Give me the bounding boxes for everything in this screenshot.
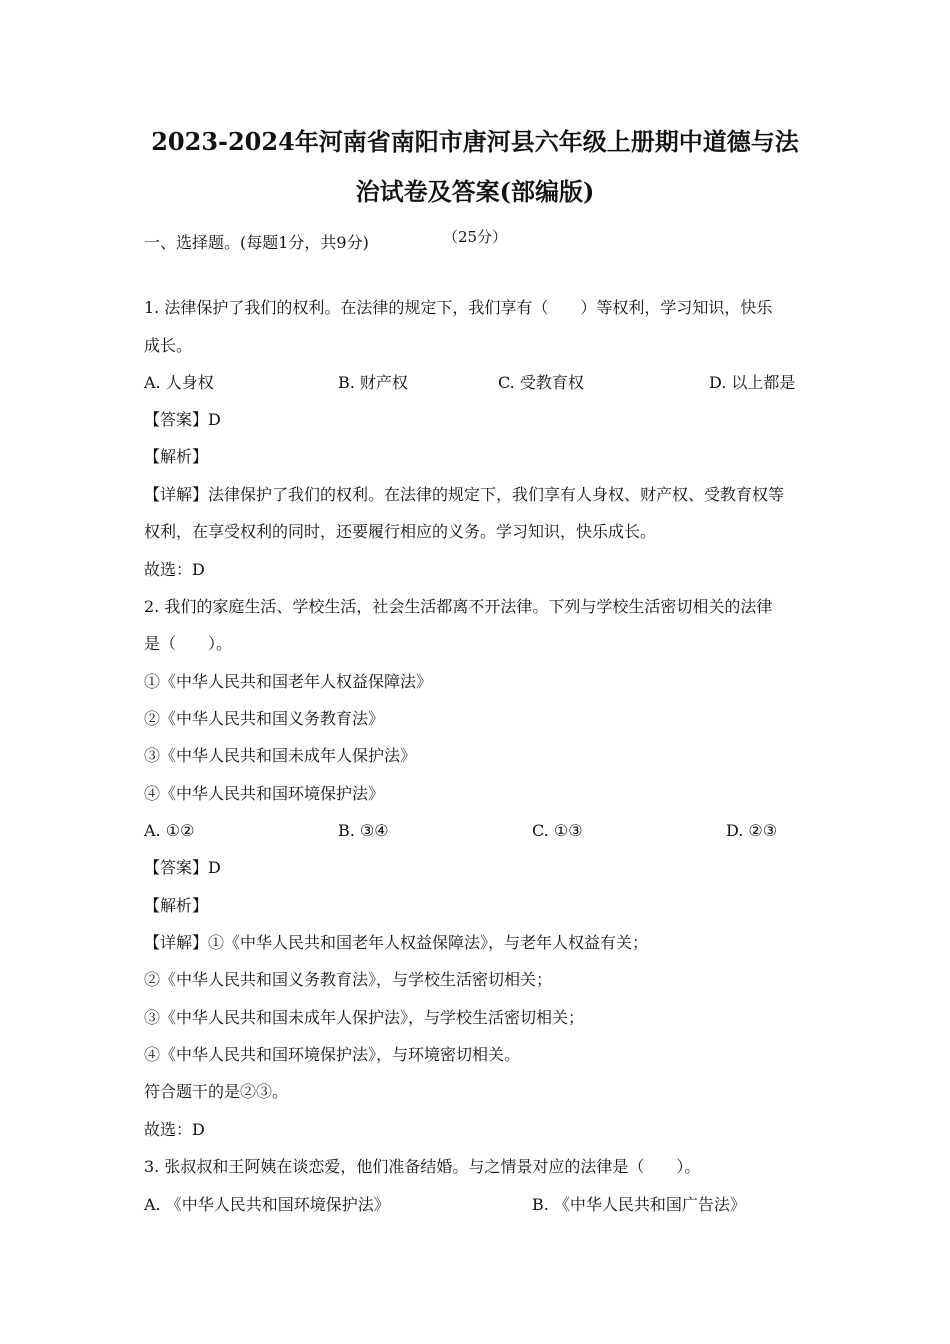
page-title-line-1: 2023-2024年河南省南阳市唐河县六年级上册期中道德与法: [151, 127, 799, 156]
q3-option-a: A. 《中华人民共和国环境保护法》: [144, 1195, 390, 1214]
q2-detail-line-2: ②《中华人民共和国义务教育法》，与学校生活密切相关；: [144, 970, 553, 989]
q2-detail-line-3: ③《中华人民共和国未成年人保护法》，与学校生活密切相关；: [144, 1008, 585, 1027]
q2-item-2: ②《中华人民共和国义务教育法》: [144, 709, 385, 728]
q2-detail-line-4: ④《中华人民共和国环境保护法》，与环境密切相关。: [144, 1045, 521, 1064]
q2-answer: 【答案】D: [144, 858, 221, 877]
q3-stem: 3. 张叔叔和王阿姨在谈恋爱，他们准备结婚。与之情景对应的法律是（ ）。: [144, 1157, 701, 1176]
q2-option-c: C. ①③: [532, 821, 583, 840]
q2-option-b: B. ③④: [338, 821, 389, 840]
page-title-line-2: 治试卷及答案(部编版): [355, 177, 595, 206]
q2-item-3: ③《中华人民共和国未成年人保护法》: [144, 746, 417, 765]
q1-detail-line-2: 权利，在享受权利的同时，还要履行相应的义务。学习知识，快乐成长。: [144, 522, 657, 541]
q2-detail-line-1: 【详解】①《中华人民共和国老年人权益保障法》，与老年人权益有关；: [144, 933, 649, 952]
q2-stem-line-1: 2. 我们的家庭生活、学校生活，社会生活都离不开法律。下列与学校生活密切相关的法律: [144, 597, 773, 616]
q2-choice: 故选：D: [144, 1120, 205, 1139]
q2-stem-line-2: 是（ ）。: [144, 634, 233, 653]
q2-option-a: A. ①②: [144, 821, 195, 840]
section-heading: 一、选择题。(每题1分，共9分): [144, 233, 369, 252]
q3-option-b: B. 《中华人民共和国广告法》: [532, 1195, 746, 1214]
q1-choice: 故选：D: [144, 560, 205, 579]
q1-stem-line-1: 1. 法律保护了我们的权利。在法律的规定下，我们享有（ ）等权利，学习知识，快乐: [144, 298, 773, 317]
q2-conclusion: 符合题干的是②③。: [144, 1082, 289, 1101]
q2-option-d: D. ②③: [726, 821, 778, 840]
q1-option-b: B. 财产权: [338, 373, 408, 392]
q2-analysis: 【解析】: [144, 896, 209, 915]
q2-item-1: ①《中华人民共和国老年人权益保障法》: [144, 672, 433, 691]
q1-stem-line-2: 成长。: [144, 336, 193, 355]
q1-detail-line-1: 【详解】法律保护了我们的权利。在法律的规定下，我们享有人身权、财产权、受教育权等: [144, 485, 785, 504]
q2-item-4: ④《中华人民共和国环境保护法》: [144, 784, 385, 803]
q1-answer: 【答案】D: [144, 410, 221, 429]
total-score: （25分）: [442, 228, 508, 246]
q1-option-d: D. 以上都是: [709, 373, 796, 392]
q1-option-c: C. 受教育权: [498, 373, 584, 392]
q1-option-a: A. 人身权: [144, 373, 214, 392]
q1-analysis: 【解析】: [144, 447, 209, 466]
